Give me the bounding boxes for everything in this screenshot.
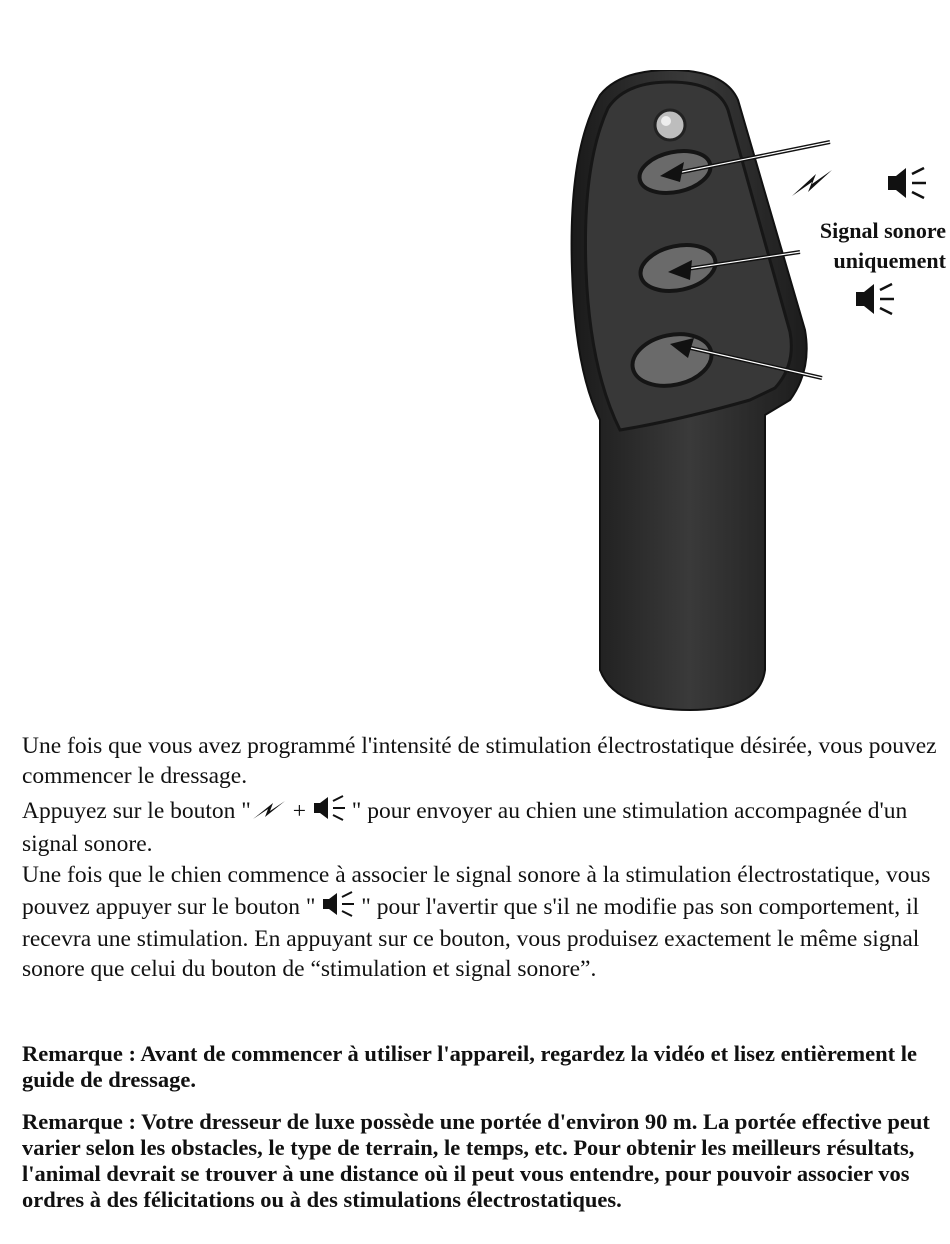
- led-light: [655, 110, 685, 140]
- instructions-text: [22, 732, 942, 984]
- para3-text-after: " pour l'avertir que s'il ne modifie pas son comportement, il recevra une stimulation. En appuyant sur ce bouton, vous produisez exactement le même signal sonore que celui du bouton de “stimulation et signal sonore”.: [22, 893, 920, 982]
- sound-only-label: [776, 216, 946, 276]
- para2-plus: +: [286, 798, 312, 824]
- sound-only-label-line2: uniquement: [833, 248, 946, 273]
- paragraph-sound-button: [22, 861, 942, 984]
- note-video: Remarque : Avant de commencer à utiliser l'appareil, regardez la vidéo et lisez entièrement le guide de dressage.: [22, 1040, 918, 1092]
- bolt-icon: [251, 799, 287, 830]
- note-range: Remarque : Votre dresseur de luxe possède une portée d'environ 90 m. La portée effective peut varier selon les obstacles, le type de terrain, le temps, etc. Pour obtenir les meilleurs résultats, l'animal devrait se trouver à une distance où il peut vous entendre, pour pouvoir associer vos ordres à des félicitations ou à des stimulations électrostatiques.: [22, 1108, 930, 1212]
- bolt-icon: [790, 168, 834, 203]
- paragraph-stimulation-button: [22, 795, 942, 859]
- speaker-icon: [854, 282, 896, 321]
- para3-text-before: Une fois que le chien commence à associer le signal sonore à la stimulation électrostatique, vous pouvez appuyer sur le bouton ": [22, 862, 931, 920]
- speaker-icon: [321, 891, 355, 926]
- speaker-icon: [312, 795, 346, 830]
- paragraph-intro: Une fois que vous avez programmé l'intensité de stimulation électrostatique désirée, vous pouvez commencer le dressage.: [22, 733, 937, 789]
- para2-text-after: " pour envoyer au chien une stimulation accompagnée d'un signal sonore.: [22, 798, 908, 857]
- speaker-icon: [886, 166, 928, 205]
- sound-only-label-line1: Signal sonore: [819, 218, 946, 243]
- para2-text-before: Appuyez sur le bouton ": [22, 798, 251, 824]
